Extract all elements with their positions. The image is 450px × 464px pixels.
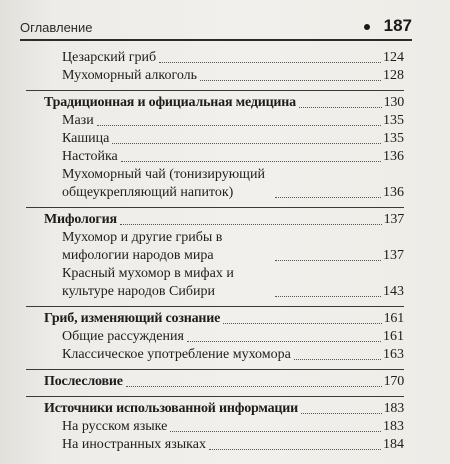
toc-entry-page: 135	[383, 113, 404, 128]
header-rule	[20, 39, 412, 41]
toc-entry-page: 183	[383, 419, 404, 434]
dot-leader	[187, 341, 381, 342]
toc-entry	[26, 436, 404, 454]
dot-leader	[121, 161, 381, 162]
dot-leader	[294, 359, 381, 360]
toc-chapter-title: Послесловие	[44, 374, 123, 389]
toc-entry-page: 124	[383, 50, 404, 65]
dot-leader	[159, 62, 381, 63]
toc-chapter-heading	[26, 310, 404, 328]
dot-leader	[223, 323, 381, 324]
dot-leader	[275, 296, 381, 297]
dot-leader	[299, 107, 382, 108]
toc-chapter-heading	[26, 94, 404, 112]
dot-leader	[275, 197, 381, 198]
toc-entry-title: Мухоморный алкоголь	[62, 68, 198, 83]
toc-chapter-heading	[26, 211, 404, 229]
toc-entry-title: Классическое употребление мухомора	[62, 347, 291, 362]
dot-leader	[170, 431, 381, 432]
toc-group	[26, 90, 404, 207]
toc-chapter-title: Гриб, изменяющий сознание	[44, 311, 221, 326]
toc-entry-title: Цезарский гриб	[62, 50, 157, 65]
toc-chapter-page: 130	[383, 95, 404, 110]
toc-group	[26, 46, 404, 90]
toc-entry-title: Красный мухомор в мифах и культуре народов Сибири	[62, 266, 234, 299]
toc-entry	[26, 67, 404, 85]
toc-entry-page: 135	[383, 131, 404, 146]
toc-entry-title: На иностранных языках	[62, 437, 206, 452]
toc-chapter-page: 183	[383, 401, 404, 416]
toc-entry-title: Общие рассуждения	[62, 329, 184, 344]
toc-group	[26, 369, 404, 396]
toc-entry-title: Настойка	[62, 149, 118, 164]
dot-leader	[120, 224, 382, 225]
toc-group	[26, 207, 404, 306]
toc-entry-title: Мухоморный чай (тонизирующий общеукрепляющий напиток)	[62, 167, 265, 200]
toc-entry-title: На русском языке	[62, 419, 168, 434]
toc-entry-page: 161	[383, 329, 404, 344]
toc-entry-title: Мази	[62, 113, 94, 128]
toc-entry-page: 137	[383, 248, 404, 263]
dot-leader	[112, 143, 381, 144]
toc-entry	[26, 166, 404, 202]
dot-leader	[97, 125, 381, 126]
toc-chapter-title: Источники использованной информации	[44, 401, 299, 416]
toc-entry-page: 163	[383, 347, 404, 362]
toc-entry-page: 128	[383, 68, 404, 83]
page-number: 187	[383, 16, 412, 35]
toc-entry	[26, 112, 404, 130]
toc-chapter-page: 161	[383, 311, 404, 326]
toc-group	[26, 306, 404, 369]
toc-entry	[26, 130, 404, 148]
toc-entry-page: 143	[383, 284, 404, 299]
toc-chapter-title: Традиционная и официальная медицина	[44, 95, 296, 110]
toc-chapter-heading	[26, 400, 404, 418]
toc-entry	[26, 328, 404, 346]
toc-chapter-page: 137	[383, 212, 404, 227]
dot-leader	[301, 413, 382, 414]
running-header	[20, 16, 412, 38]
toc-entry	[26, 265, 404, 301]
toc-entry	[26, 148, 404, 166]
dot-leader	[275, 260, 381, 261]
toc-entry-page: 136	[383, 185, 404, 200]
table-of-contents	[26, 46, 404, 459]
toc-entry-title: Кашица	[62, 131, 110, 146]
toc-chapter-page: 170	[383, 374, 404, 389]
toc-entry-page: 184	[383, 437, 404, 452]
dot-leader	[200, 80, 381, 81]
dot-leader	[209, 449, 381, 450]
toc-entry	[26, 346, 404, 364]
toc-group	[26, 396, 404, 459]
toc-entry-page: 136	[383, 149, 404, 164]
toc-chapter-heading	[26, 373, 404, 391]
bullet-icon	[364, 24, 370, 30]
toc-entry-title: Мухомор и другие грибы в мифологии народов мира	[62, 230, 223, 263]
running-header-title: Оглавление	[20, 20, 93, 35]
toc-entry	[26, 49, 404, 67]
toc-chapter-title: Мифология	[44, 212, 117, 227]
toc-entry	[26, 418, 404, 436]
dot-leader	[126, 386, 382, 387]
toc-entry	[26, 229, 404, 265]
